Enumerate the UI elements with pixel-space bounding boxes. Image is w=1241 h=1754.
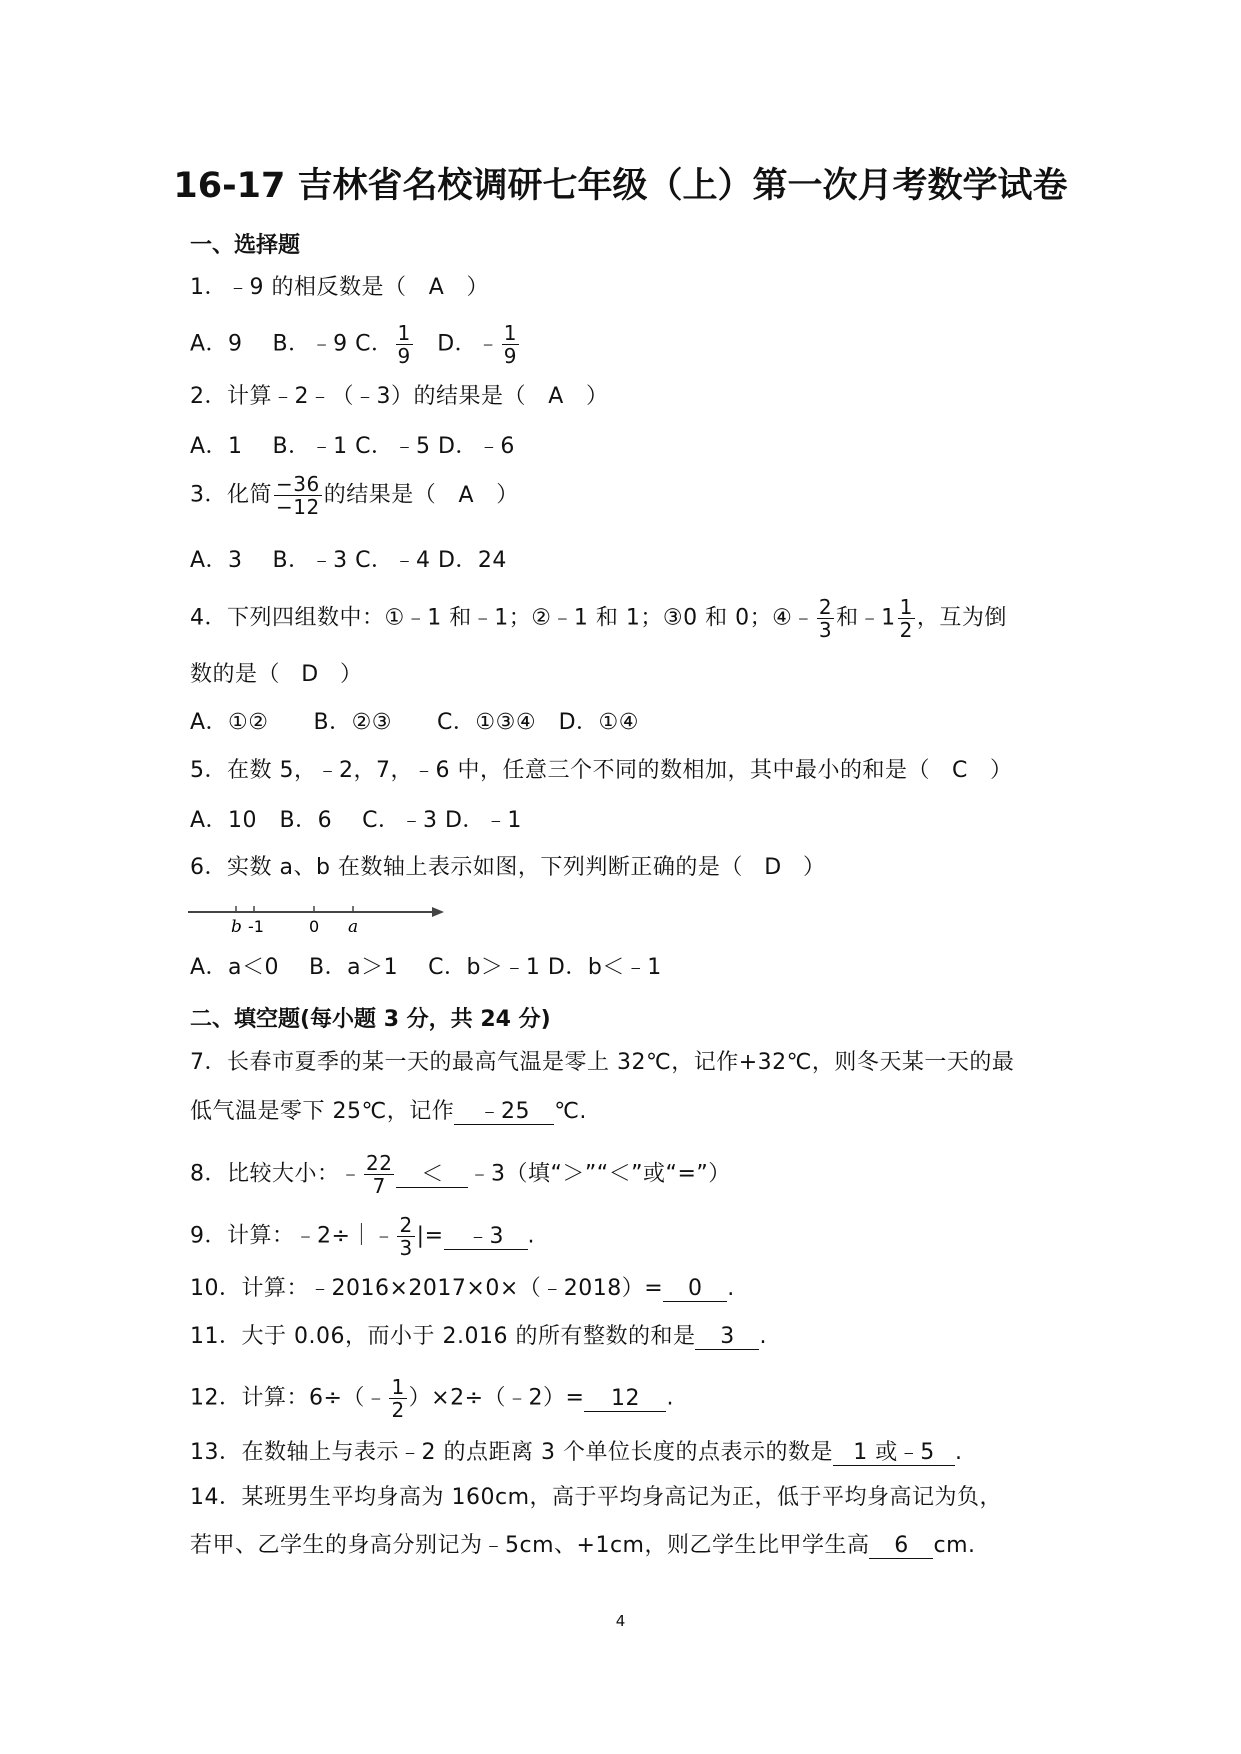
question-7-line2	[190, 1097, 587, 1127]
answer-blank: 3	[695, 1325, 759, 1350]
question-text: .	[727, 1276, 735, 1301]
answer: C	[952, 758, 968, 783]
fraction	[898, 596, 915, 641]
question-14: 14．某班男生平均身高为 160cm，高于平均身高记为正，低于平均身高记为负，	[190, 1485, 1003, 1510]
numerator: −36	[276, 472, 320, 496]
arrow-icon	[432, 907, 444, 917]
denominator: 2	[899, 618, 913, 642]
question-text: 低气温是零下 25℃，记作	[190, 1099, 455, 1124]
question-7: 7．长春市夏季的某一天的最高气温是零上 32℃，记作+32℃，则冬天某一天的最	[190, 1050, 1015, 1075]
numerator: 2	[399, 1213, 413, 1237]
answer-blank: ＜	[396, 1163, 468, 1188]
question-text: .	[666, 1385, 674, 1411]
options-text: A．9 B．﹣9 C．	[190, 331, 394, 357]
paren-close: ）	[340, 662, 363, 687]
question-text: 2．计算﹣2﹣（﹣3）的结果是（	[190, 384, 526, 409]
question-text: 10．计算：﹣2016×2017×0×（﹣2018）=	[190, 1276, 664, 1301]
paren-close: ）	[989, 758, 1013, 783]
page-title: 16-17 吉林省名校调研七年级（上）第一次月考数学试卷	[173, 166, 1068, 206]
question-12	[190, 1376, 674, 1421]
section-heading-fill: 二、填空题(每小题 3 分，共 24 分)	[190, 1007, 551, 1032]
answer: D	[301, 662, 319, 687]
question-2	[190, 382, 609, 412]
numerator: 1	[391, 1375, 405, 1399]
numerator: 1	[397, 321, 411, 345]
question-text: 和﹣1	[836, 605, 896, 631]
question-6	[190, 853, 825, 883]
options-text: D．﹣	[414, 331, 500, 357]
paren-close: ）	[586, 384, 609, 409]
question-6-options: A．a＜0 B．a＞1 C．b＞﹣1 D．b＜﹣1	[190, 955, 662, 980]
question-text: ，互为倒	[916, 605, 1007, 631]
page-number: 4	[615, 1612, 626, 1630]
fraction	[502, 322, 519, 367]
fraction	[396, 322, 413, 367]
answer: A	[458, 482, 475, 508]
denominator: 3	[399, 1236, 413, 1260]
question-text: |=	[416, 1223, 444, 1249]
question-1-options	[190, 322, 521, 367]
question-text: ﹣3（填“＞”“＜”或“=”）	[468, 1161, 731, 1187]
denominator: 9	[397, 344, 411, 368]
question-8	[190, 1152, 731, 1197]
question-text: 1．﹣9 的相反数是（	[190, 275, 407, 300]
numerator: 22	[366, 1151, 393, 1175]
paren-close: ）	[466, 275, 490, 300]
question-5-options: A．10 B．6 C．﹣3 D．﹣1	[190, 808, 522, 833]
question-14-line2	[190, 1531, 976, 1561]
question-11	[190, 1322, 767, 1352]
question-13	[190, 1438, 962, 1468]
question-text: 13．在数轴上与表示﹣2 的点距离 3 个单位长度的点表示的数是	[190, 1440, 833, 1465]
question-text: .	[527, 1223, 536, 1249]
answer: A	[428, 275, 445, 300]
fraction	[397, 1214, 414, 1259]
question-text: 3．化简	[190, 482, 272, 508]
question-text: 4．下列四组数中：①﹣1 和﹣1；②﹣1 和 1；③0 和 0；④﹣	[190, 605, 815, 631]
label-a: a	[348, 917, 359, 937]
question-2-options: A．1 B．﹣1 C．﹣5 D．﹣6	[190, 434, 515, 459]
question-text: .	[954, 1440, 963, 1465]
question-4	[190, 596, 1007, 641]
answer: A	[548, 384, 564, 409]
denominator: 7	[372, 1174, 386, 1198]
denominator: 3	[818, 618, 833, 642]
numerator: 1	[503, 321, 517, 345]
question-text: 数的是（	[190, 662, 281, 687]
question-1	[190, 273, 489, 303]
paren-close: ）	[496, 482, 519, 508]
answer-blank: 1 或﹣5	[833, 1441, 955, 1466]
section-heading-choice: 一、选择题	[190, 233, 301, 258]
question-text: 6．实数 a、b 在数轴上表示如图，下列判断正确的是（	[190, 855, 743, 880]
fraction	[364, 1152, 394, 1197]
question-5	[190, 756, 1013, 786]
answer-blank: 0	[663, 1277, 727, 1302]
question-text: 5．在数 5，﹣2，7，﹣6 中，任意三个不同的数相加，其中最小的和是（	[190, 758, 930, 783]
fraction	[817, 596, 834, 641]
question-3	[190, 473, 519, 518]
numerator: 1	[899, 595, 913, 619]
question-10	[190, 1274, 735, 1304]
answer-blank: 12	[584, 1387, 666, 1412]
question-text: 的结果是（	[323, 482, 437, 508]
question-text: ℃.	[554, 1099, 587, 1124]
answer: D	[764, 855, 782, 880]
label-zero: 0	[309, 917, 320, 936]
label-b: b	[231, 917, 242, 937]
denominator: 9	[503, 344, 517, 368]
numerator: 2	[818, 595, 833, 619]
question-9	[190, 1214, 535, 1259]
fraction	[389, 1376, 406, 1421]
denominator: 2	[391, 1398, 405, 1422]
paren-close: ）	[802, 855, 826, 880]
question-text: 12．计算：6÷（﹣	[190, 1385, 388, 1411]
question-text: ）×2÷（﹣2）=	[408, 1385, 585, 1411]
denominator: −12	[276, 495, 320, 519]
question-text: .	[759, 1324, 767, 1349]
question-text: 若甲、乙学生的身高分别记为﹣5cm、+1cm，则乙学生比甲学生高	[190, 1533, 870, 1558]
answer-blank: ﹣25	[454, 1100, 554, 1125]
answer-blank: 6	[869, 1534, 933, 1559]
question-text: 9．计算：﹣2÷｜﹣	[190, 1223, 396, 1249]
question-3-options: A．3 B．﹣3 C．﹣4 D．24	[190, 548, 507, 573]
question-4-line2	[190, 660, 363, 690]
question-text: cm.	[933, 1533, 976, 1558]
question-4-options: A．①② B．②③ C．①③④ D．①④	[190, 710, 639, 735]
number-line-figure	[188, 902, 448, 944]
question-text: 8．比较大小：﹣	[190, 1161, 362, 1187]
label-minus-1: -1	[248, 917, 264, 936]
question-text: 11．大于 0.06，而小于 2.016 的所有整数的和是	[190, 1324, 696, 1349]
fraction	[274, 473, 322, 518]
answer-blank: ﹣3	[444, 1225, 528, 1250]
